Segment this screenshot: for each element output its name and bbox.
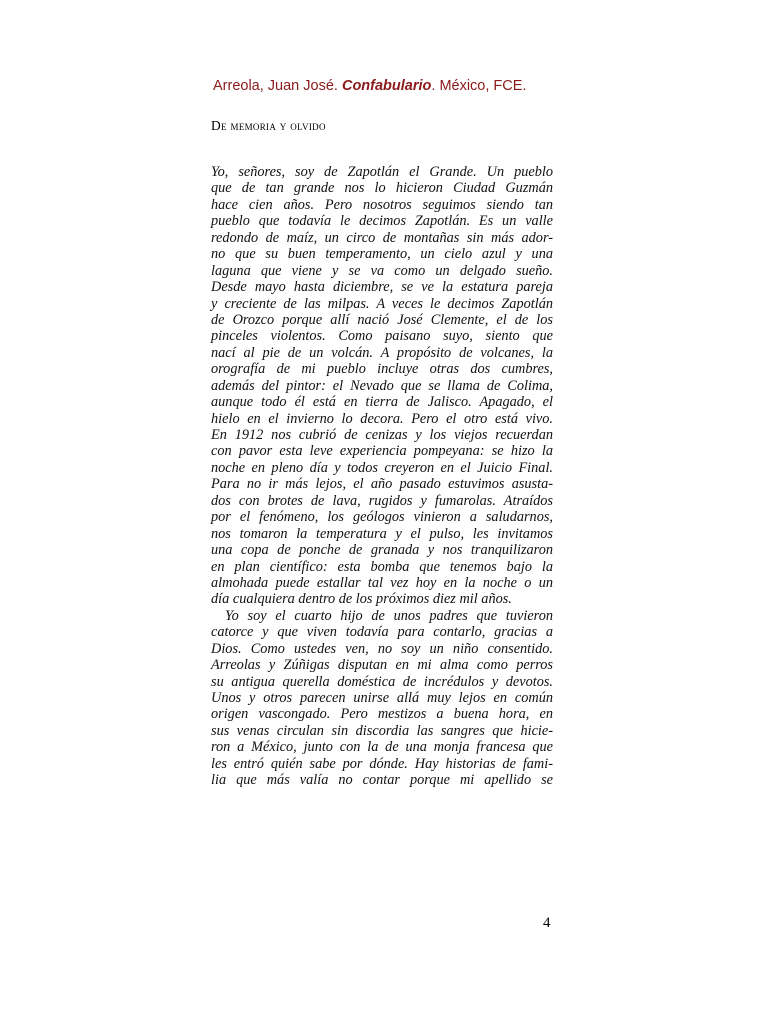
text-line: que de tan grande nos lo hicieron Ciudad Guzmán (211, 180, 553, 197)
paragraph (211, 164, 553, 608)
text-line: nací al pie de un volcán. A propósito de volcanes, la (211, 344, 553, 361)
text-line: Arreolas y Zúñigas disputan en mi alma como perros (211, 657, 553, 674)
text-line: pinceles violentos. Como paisano suyo, siento que (211, 328, 553, 345)
paragraph (211, 608, 553, 789)
text-line: hielo en el invierno lo decora. Pero el otro está vivo. (211, 410, 553, 427)
text-line: ron a México, junto con la de una monja francesa que (211, 739, 553, 756)
text-line: almohada puede estallar tal vez hoy en la noche o un (211, 574, 553, 591)
text-line: dos con brotes de lava, rugidos y fumarolas. Atraídos (211, 492, 553, 509)
text-line: aunque todo él está en tierra de Jalisco. Apagado, el (211, 394, 553, 411)
text-line: Dios. Como ustedes ven, no soy un niño consentido. (211, 640, 553, 657)
text-line: y creciente de las milpas. A veces le decimos Zapotlán (211, 295, 553, 312)
text-line: en plan científico: esta bomba que tenemos bajo la (211, 558, 553, 575)
text-line: les entró quién sabe por dónde. Hay historias de fami- (211, 755, 553, 772)
citation-author: Arreola, Juan José. (213, 78, 338, 94)
text-line: laguna que viene y se va como un delgado sueño. (211, 262, 553, 279)
text-line: noche en pleno día y todos creyeron en el Juicio Final. (211, 459, 553, 476)
text-line: pueblo que todavía le decimos Zapotlán. Es un valle (211, 213, 553, 230)
text-line: día cualquiera dentro de los próximos diez mil años. (211, 591, 512, 608)
text-line: Unos y otros parecen unirse allá muy lejos en común (211, 690, 553, 706)
text-line: una copa de ponche de granada y nos tranquilizaron (211, 542, 553, 559)
text-line: hace cien años. Pero nosotros seguimos siendo tan (211, 196, 553, 213)
text-line: catorce y que viven todavía para contarlo, gracias a (211, 624, 553, 641)
citation-publisher: . México, FCE. (431, 78, 527, 94)
text-line: de Orozco porque allí nació José Clemente, el de los (211, 311, 553, 328)
text-line: En 1912 nos cubrió de cenizas y los viejos recuerdan (211, 427, 553, 443)
text-line: Desde mayo hasta diciembre, se ve la estatura pareja (211, 279, 553, 296)
text-line: redondo de maíz, un circo de montañas sin más ador- (211, 229, 553, 246)
bibliographic-citation (213, 78, 526, 94)
text-line: su antigua querella doméstica de incrédulos y devotos. (211, 673, 553, 690)
text-line: orografía de mi pueblo incluye otras dos cumbres, (211, 361, 553, 378)
text-line: Yo soy el cuarto hijo de unos padres que tuvieron (225, 607, 553, 624)
body-text (211, 164, 553, 789)
text-line: sus venas circulan sin discordia las sangres que hicie- (211, 722, 553, 739)
section-title: De memoria y olvido (211, 118, 326, 133)
text-line: además del pintor: el Nevado que se llama de Colima, (211, 377, 553, 394)
text-line: por el fenómeno, los geólogos vinieron a saludarnos, (211, 509, 553, 526)
text-line: nos tomaron la temperatura y el pulso, les invitamos (211, 525, 553, 542)
text-line: Yo, señores, soy de Zapotlán el Grande. Un pueblo (211, 164, 553, 180)
text-line: lia que más valía no contar porque mi apellido se (211, 772, 553, 789)
text-line: con pavor esta leve experiencia pompeyana: se hizo la (211, 443, 553, 460)
page-number: 4 (543, 915, 551, 931)
citation-book-title: Confabulario (341, 78, 432, 94)
text-line: no que su buen temperamento, un cielo azul y una (211, 246, 553, 263)
text-line: origen vascongado. Pero mestizos a buena hora, en (211, 706, 553, 723)
text-line: Para no ir más lejos, el año pasado estuvimos asusta- (211, 476, 553, 493)
